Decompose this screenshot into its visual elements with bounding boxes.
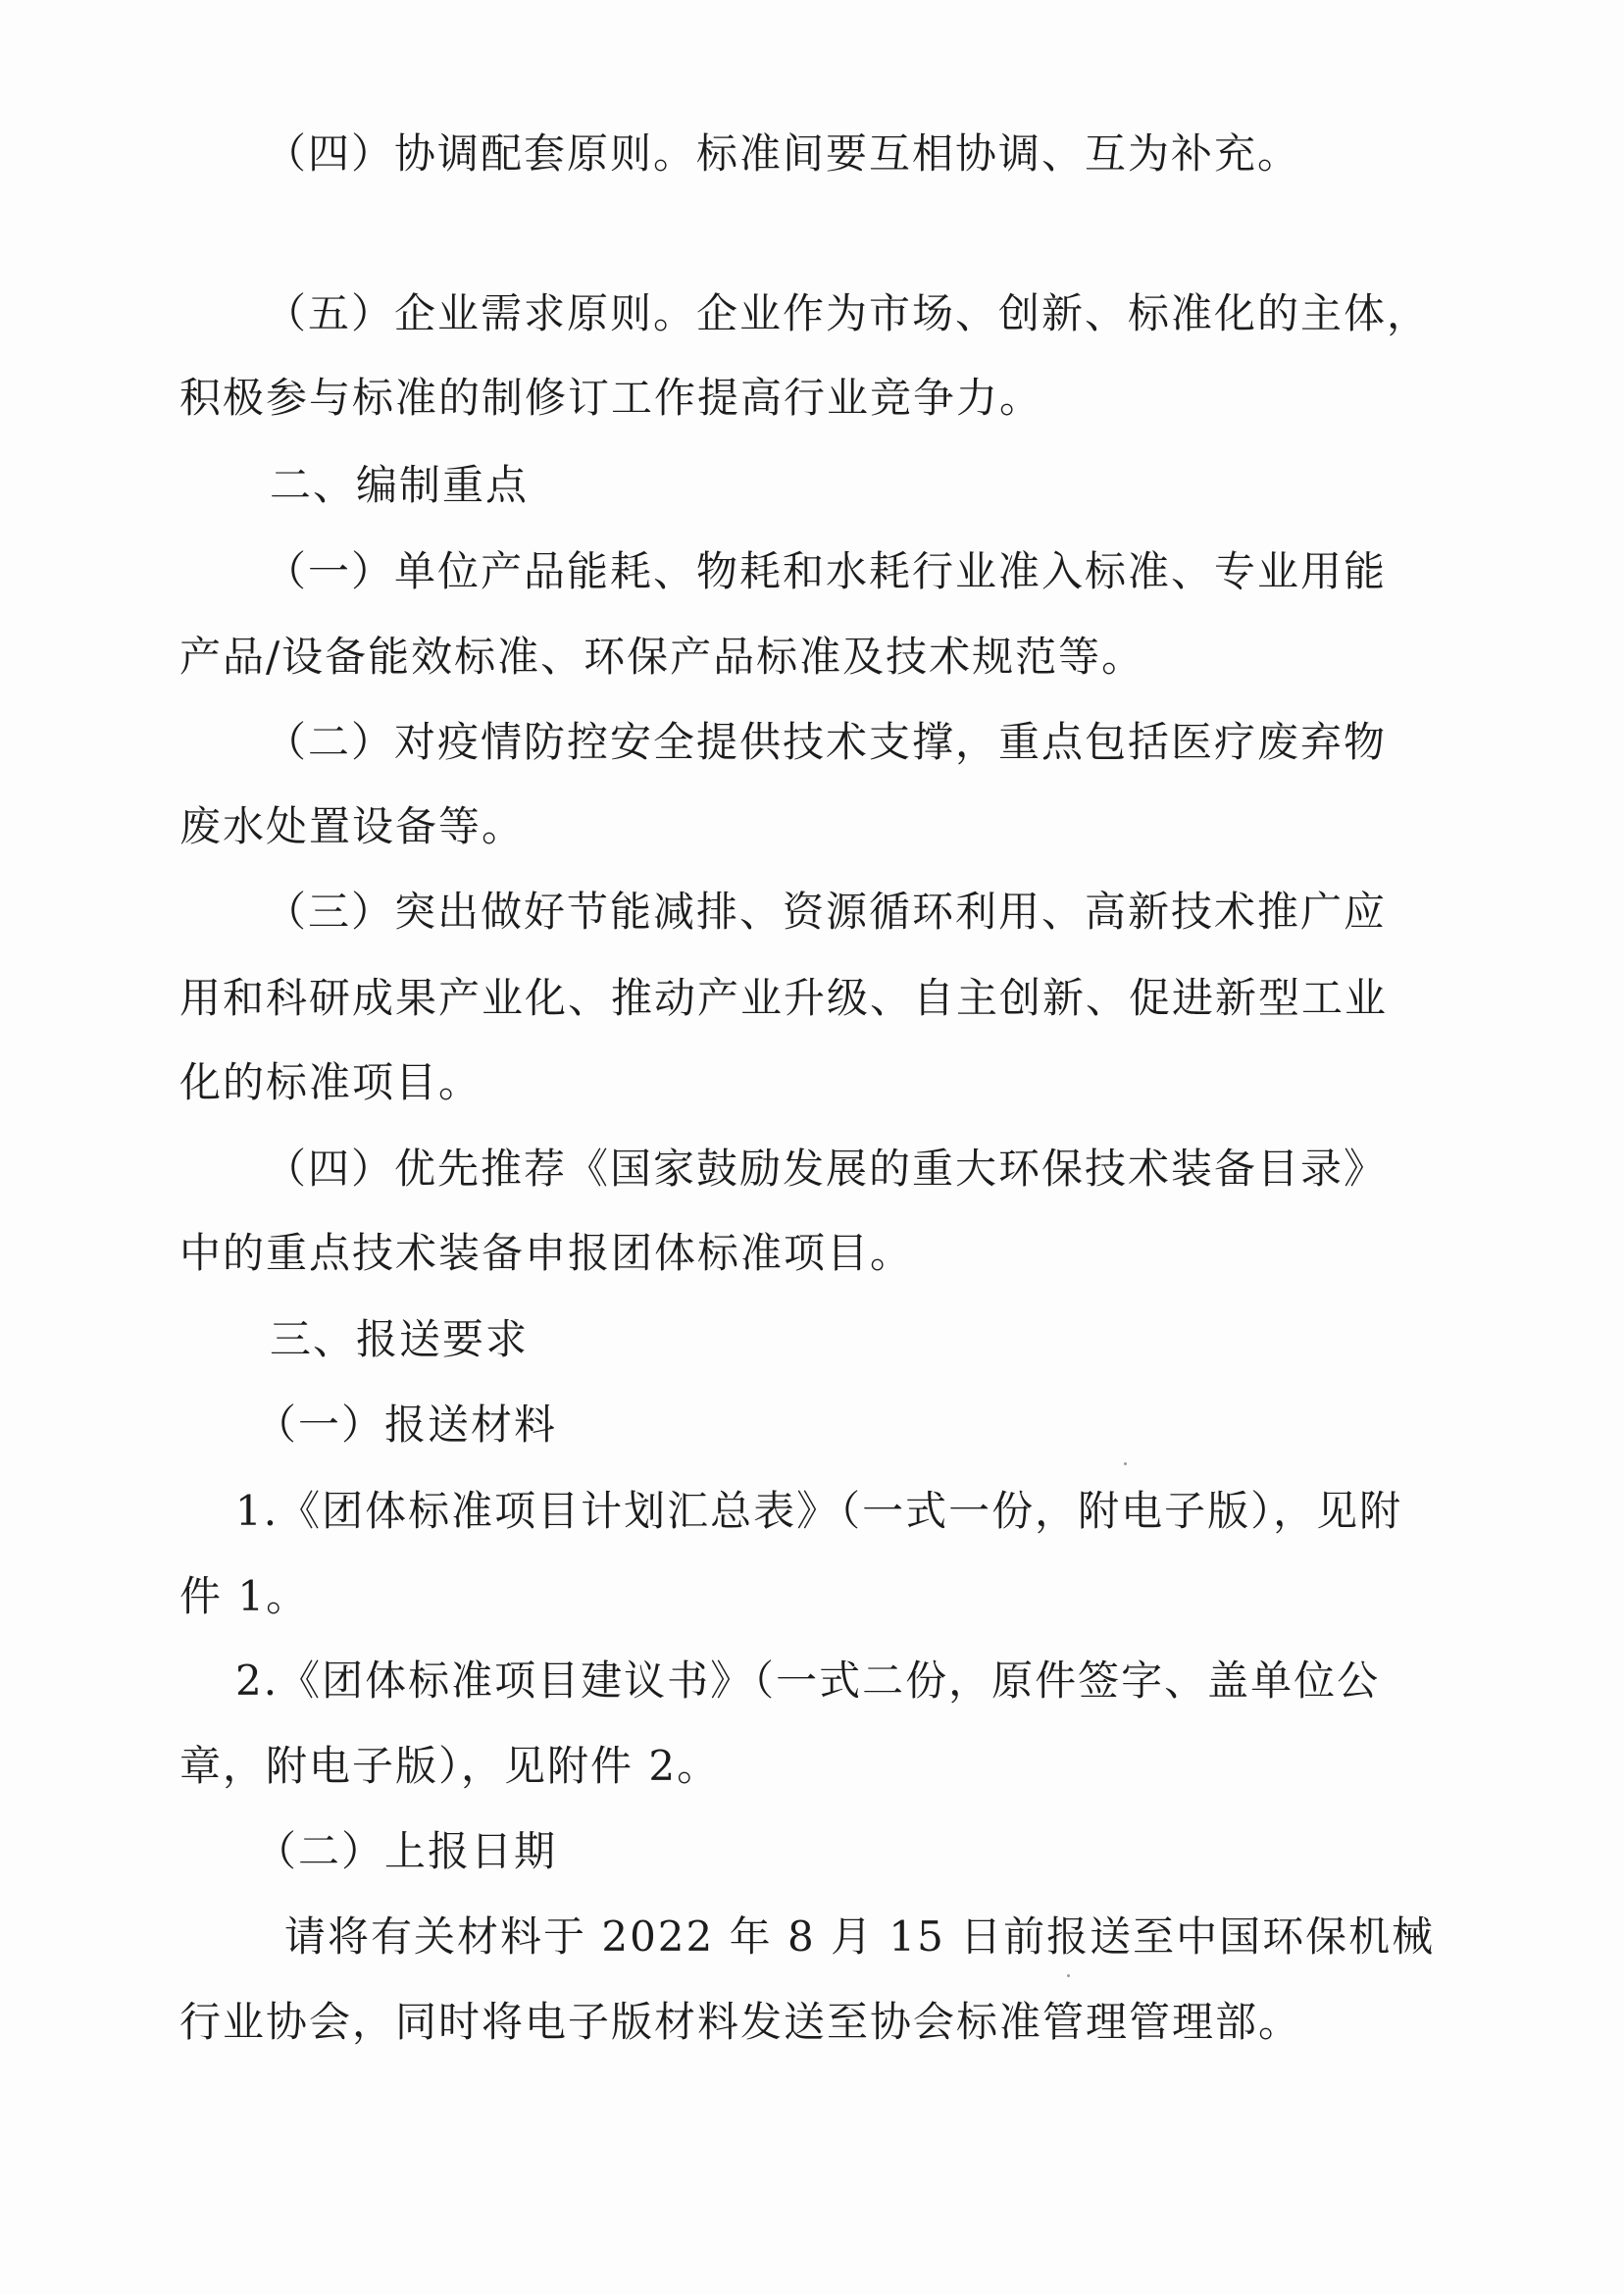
- text-line: 用和科研成果产业化、推动产业升级、自主创新、促进新型工业: [179, 974, 1389, 1022]
- subsection-heading: （一）报送材料: [255, 1401, 558, 1449]
- text-line: （四）优先推荐《国家鼓励发展的重大环保技术装备目录》: [265, 1145, 1388, 1193]
- text-line: （二）对疫情防控安全提供技术支撑，重点包括医疗废弃物: [265, 718, 1388, 766]
- scan-speck: [1067, 1974, 1070, 1977]
- text-line: （五）企业需求原则。企业作为市场、创新、标准化的主体，: [265, 289, 1431, 337]
- text-line: 2.《团体标准项目建议书》（一式二份，原件签字、盖单位公: [235, 1657, 1381, 1705]
- text-line: 1.《团体标准项目计划汇总表》（一式一份，附电子版），见附: [235, 1487, 1403, 1535]
- subsection-heading: （二）上报日期: [255, 1827, 558, 1875]
- text-line: （一）单位产品能耗、物耗和水耗行业准入标准、专业用能: [265, 547, 1388, 595]
- section-heading: 三、报送要求: [270, 1315, 530, 1363]
- text-line: 产品/设备能效标准、环保产品标准及技术规范等。: [179, 633, 1145, 681]
- text-line: （四）协调配套原则。标准间要互相协调、互为补充。: [265, 129, 1301, 178]
- text-line: 件 1。: [179, 1572, 310, 1620]
- text-line: 废水处置设备等。: [179, 802, 526, 850]
- section-heading: 二、编制重点: [270, 461, 530, 509]
- text-line: 请将有关材料于 2022 年 8 月 15 日前报送至中国环保机械: [284, 1912, 1436, 1961]
- text-line: 化的标准项目。: [179, 1058, 482, 1106]
- scan-speck: [1124, 1462, 1127, 1465]
- text-line: （三）突出做好节能减排、资源循环利用、高新技术推广应: [265, 888, 1388, 936]
- text-line: 中的重点技术装备申报团体标准项目。: [179, 1229, 914, 1277]
- text-line: 积极参与标准的制修订工作提高行业竞争力。: [179, 374, 1043, 422]
- text-line: 章，附电子版），见附件 2。: [179, 1742, 721, 1790]
- text-line: 行业协会，同时将电子版材料发送至协会标准管理管理部。: [179, 1998, 1302, 2046]
